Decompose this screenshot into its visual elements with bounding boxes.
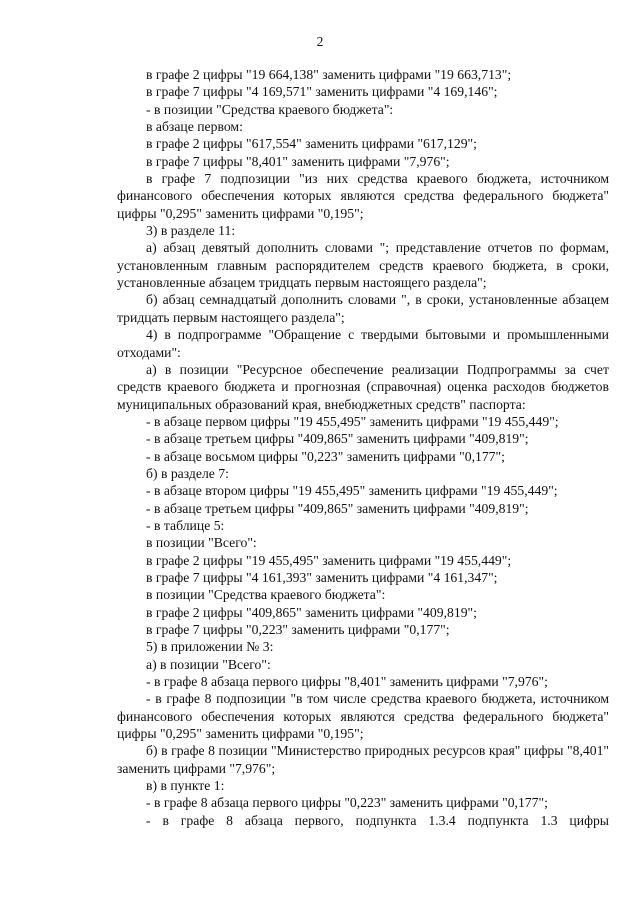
paragraph: - в графе 8 подпозиции "в том числе средства краевого бюджета, источником финансового обеспечения которых являются средства федерального бюджета" цифры "0,295" заменить цифрами "0,195"; <box>117 691 609 742</box>
paragraph: в позиции "Средства краевого бюджета": <box>146 587 386 603</box>
paragraph: в графе 7 цифры "8,401" заменить цифрами "7,976"; <box>146 153 450 169</box>
paragraph: - в абзаце втором цифры "19 455,495" заменить цифрами "19 455,449"; <box>146 483 558 499</box>
paragraph: 5) в приложении № 3: <box>146 639 274 655</box>
paragraph: в графе 2 цифры "617,554" заменить цифрами "617,129"; <box>146 136 477 152</box>
paragraph: в графе 2 цифры "409,865" заменить цифрами "409,819"; <box>146 604 477 620</box>
paragraph: - в графе 8 абзаца первого цифры "8,401" заменить цифрами "7,976"; <box>146 674 548 690</box>
paragraph: - в позиции "Средства краевого бюджета": <box>146 101 394 117</box>
paragraph: в графе 2 цифры "19 664,138" заменить цифрами "19 663,713"; <box>146 67 512 82</box>
document-body <box>117 66 609 829</box>
paragraph: в позиции "Всего": <box>146 535 257 551</box>
paragraph: 4) в подпрограмме "Обращение с твердыми бытовыми и промышленными отходами": <box>117 327 609 360</box>
paragraph: в графе 7 цифры "4 169,571" заменить цифрами "4 169,146"; <box>146 84 498 100</box>
paragraph: б) в разделе 7: <box>146 465 229 481</box>
paragraph: в графе 2 цифры "19 455,495" заменить цифрами "19 455,449"; <box>146 552 512 568</box>
paragraph: б) в графе 8 позиции "Министерство природных ресурсов края" цифры "8,401" заменить цифрами "7,976"; <box>117 743 609 776</box>
paragraph: в) в пункте 1: <box>146 778 225 794</box>
paragraph: в графе 7 цифры "0,223" заменить цифрами "0,177"; <box>146 622 450 637</box>
page-number: 2 <box>316 34 324 49</box>
paragraph: 3) в разделе 11: <box>146 223 236 239</box>
paragraph: б) абзац семнадцатый дополнить словами ", в сроки, установленные абзацем тридцать первым настоящего раздела"; <box>117 292 609 325</box>
paragraph: а) в позиции "Ресурсное обеспечение реализации Подпрограммы за счет средств краевого бюджета и прогнозная (справочная) оценка расходов бюджетов муниципальных образований края, внебюджетных средств" паспорта: <box>117 361 609 412</box>
paragraph: в абзаце первом: <box>146 119 243 135</box>
paragraph: в графе 7 подпозиции "из них средства краевого бюджета, источником финансового обеспечения которых являются средства федерального бюджета" цифры "0,295" заменить цифрами "0,195"; <box>117 171 609 221</box>
paragraph: - в графе 8 абзаца первого цифры "0,223" заменить цифрами "0,177"; <box>146 795 548 811</box>
paragraph: - в абзаце восьмом цифры "0,223" заменить цифрами "0,177"; <box>146 448 505 464</box>
paragraph: в графе 7 цифры "4 161,393" заменить цифрами "4 161,347"; <box>146 569 498 585</box>
paragraph: а) в позиции "Всего": <box>146 656 271 672</box>
paragraph: - в графе 8 абзаца первого, подпункта 1.3.4 подпункта 1.3 цифры <box>146 812 609 828</box>
paragraph: а) абзац девятый дополнить словами "; представление отчетов по формам, установленным главным распорядителем средств краевого бюджета, в сроки, установленные абзацем тридцать первым настоящего раздела"; <box>117 240 609 291</box>
paragraph: - в абзаце первом цифры "19 455,495" заменить цифрами "19 455,449"; <box>146 413 559 429</box>
paragraph: - в абзаце третьем цифры "409,865" заменить цифрами "409,819"; <box>146 500 529 516</box>
paragraph: - в таблице 5: <box>146 517 225 533</box>
paragraph: - в абзаце третьем цифры "409,865" заменить цифрами "409,819"; <box>146 431 529 447</box>
